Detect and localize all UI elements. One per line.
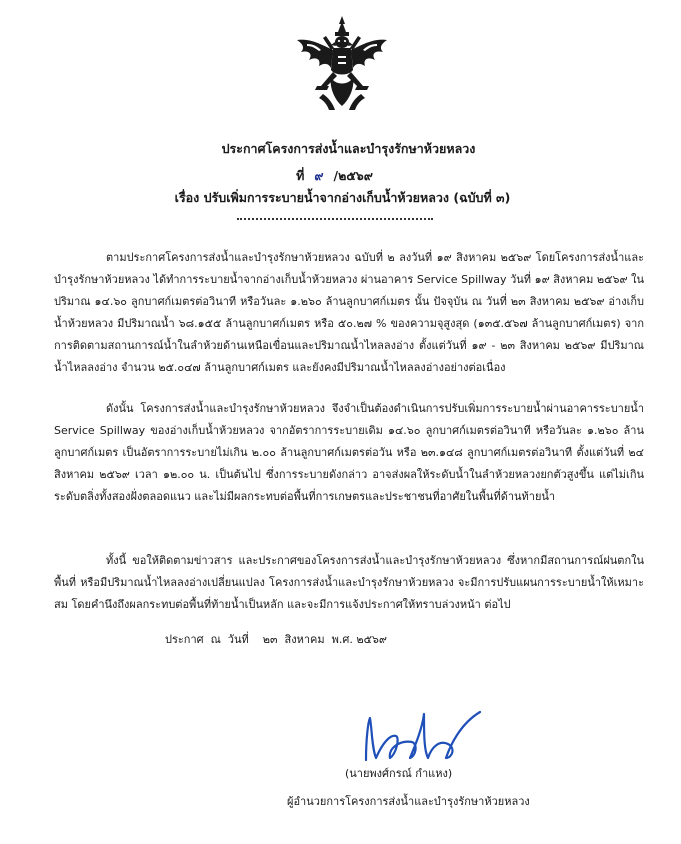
- header-separator: [237, 218, 433, 222]
- announcement-number: [0, 168, 675, 184]
- announcement-title: ประกาศโครงการส่งน้ำและบำรุงรักษาห้วยหลวง: [221, 141, 476, 156]
- number-value: ๙: [314, 168, 324, 183]
- signer-position: ผู้อำนวยการโครงการส่งน้ำและบำรุงรักษาห้วยหลวง: [287, 795, 530, 808]
- body-paragraph-3: ทั้งนี้ ขอให้ติดตามข่าวสาร และประกาศของโครงการส่งน้ำและบำรุงรักษาห้วยหลวง ซึ่งหากมีสถานการณ์ฝนตกในพื้นที่ หรือมีปริมาณน้ำไหลลงอ่างเปลี่ยนแปลง โครงการส่งน้ำและบำรุงรักษาห้วยหลวง จะมีการปรับแผนการระบายน้ำให้เหมาะสม โดยคำนึงถึงผลกระทบต่อพื้นที่ท้ายน้ำเป็นหลัก และจะมีการแจ้งประกาศให้ทราบล่วงหน้า ต่อไป: [54, 554, 644, 611]
- number-prefix: ที่: [296, 168, 305, 183]
- body-paragraph-1: ตามประกาศโครงการส่งน้ำและบำรุงรักษาห้วยหลวง ฉบับที่ ๒ ลงวันที่ ๑๙ สิงหาคม ๒๕๖๙ โดยโครงการส่งน้ำและบำรุงรักษาห้วยหลวง ได้ทำการระบายน้ำจากอ่างเก็บน้ำห้วยหลวง ผ่านอาคาร Service Spillway วันที่ ๑๙ สิงหาคม ๒๕๖๙ ในปริมาณ ๑๔.๖๐ ลูกบาศก์เมตรต่อวินาที หรือวันละ ๑.๒๖๐ ล้านลูกบาศก์เมตร นั้น ปัจจุบัน ณ วันที่ ๒๓ สิงหาคม ๒๕๖๙ อ่างเก็บน้ำห้วยหลวง มีปริมาณน้ำ ๖๘.๑๕๕ ล้านลูกบาศก์เมตร หรือ ๕๐.๒๗ % ของความจุสูงสุด (๑๓๕.๕๖๗ ล้านลูกบาศก์เมตร) จากการติดตามสถานการณ์น้ำในลำห้วยด้านเหนือเขื่อนและปริมาณน้ำไหลลงอ่าง ตั้งแต่วันที่ ๑๙ - ๒๓ สิงหาคม ๒๕๖๙ มีปริมาณน้ำไหลลงอ่าง จำนวน ๒๕.๐๔๗ ล้านลูกบาศก์เมตร และยังคงมีปริมาณน้ำไหลลงอ่างอย่างต่อเนื่อง: [54, 251, 644, 374]
- garuda-emblem-icon: [293, 14, 391, 114]
- announcement-subject: เรื่อง ปรับเพิ่มการระบายน้ำจากอ่างเก็บน้ำห้วยหลวง (ฉบับที่ ๓): [174, 190, 511, 205]
- body-paragraph-2: ดังนั้น โครงการส่งน้ำและบำรุงรักษาห้วยหลวง จึงจำเป็นต้องดำเนินการปรับเพิ่มการระบายน้ำผ่านอาคารระบายน้ำ Service Spillway ของอ่างเก็บน้ำห้วยหลวง จากอัตราการระบายเดิม ๑๔.๖๐ ลูกบาศก์เมตรต่อวินาที หรือวันละ ๑.๒๖๐ ล้านลูกบาศก์เมตร เป็นอัตราการระบายไม่เกิน ๒.๐๐ ล้านลูกบาศก์เมตรต่อวัน หรือ ๒๓.๑๔๘ ลูกบาศก์เมตรต่อวินาที ตั้งแต่วันที่ ๒๔ สิงหาคม ๒๕๖๙ เวลา ๑๒.๐๐ น. เป็นต้นไป ซึ่งการระบายดังกล่าว อาจส่งผลให้ระดับน้ำในลำห้วยหลวงยกตัวสูงขึ้น แต่ไม่เกินระดับตลิ่งทั้งสองฝั่งตลอดแนว และไม่มีผลกระทบต่อพื้นที่การเกษตรและประชาชนที่อาศัยในพื้นที่ด้านท้ายน้ำ: [54, 402, 644, 503]
- number-year: /๒๕๖๙: [333, 168, 373, 183]
- announcement-date-line: ประกาศ ณ วันที่ ๒๓ สิงหาคม พ.ศ. ๒๕๖๙: [165, 633, 387, 646]
- signer-name: (นายพงศ์กรณ์ กำแหง): [345, 767, 453, 780]
